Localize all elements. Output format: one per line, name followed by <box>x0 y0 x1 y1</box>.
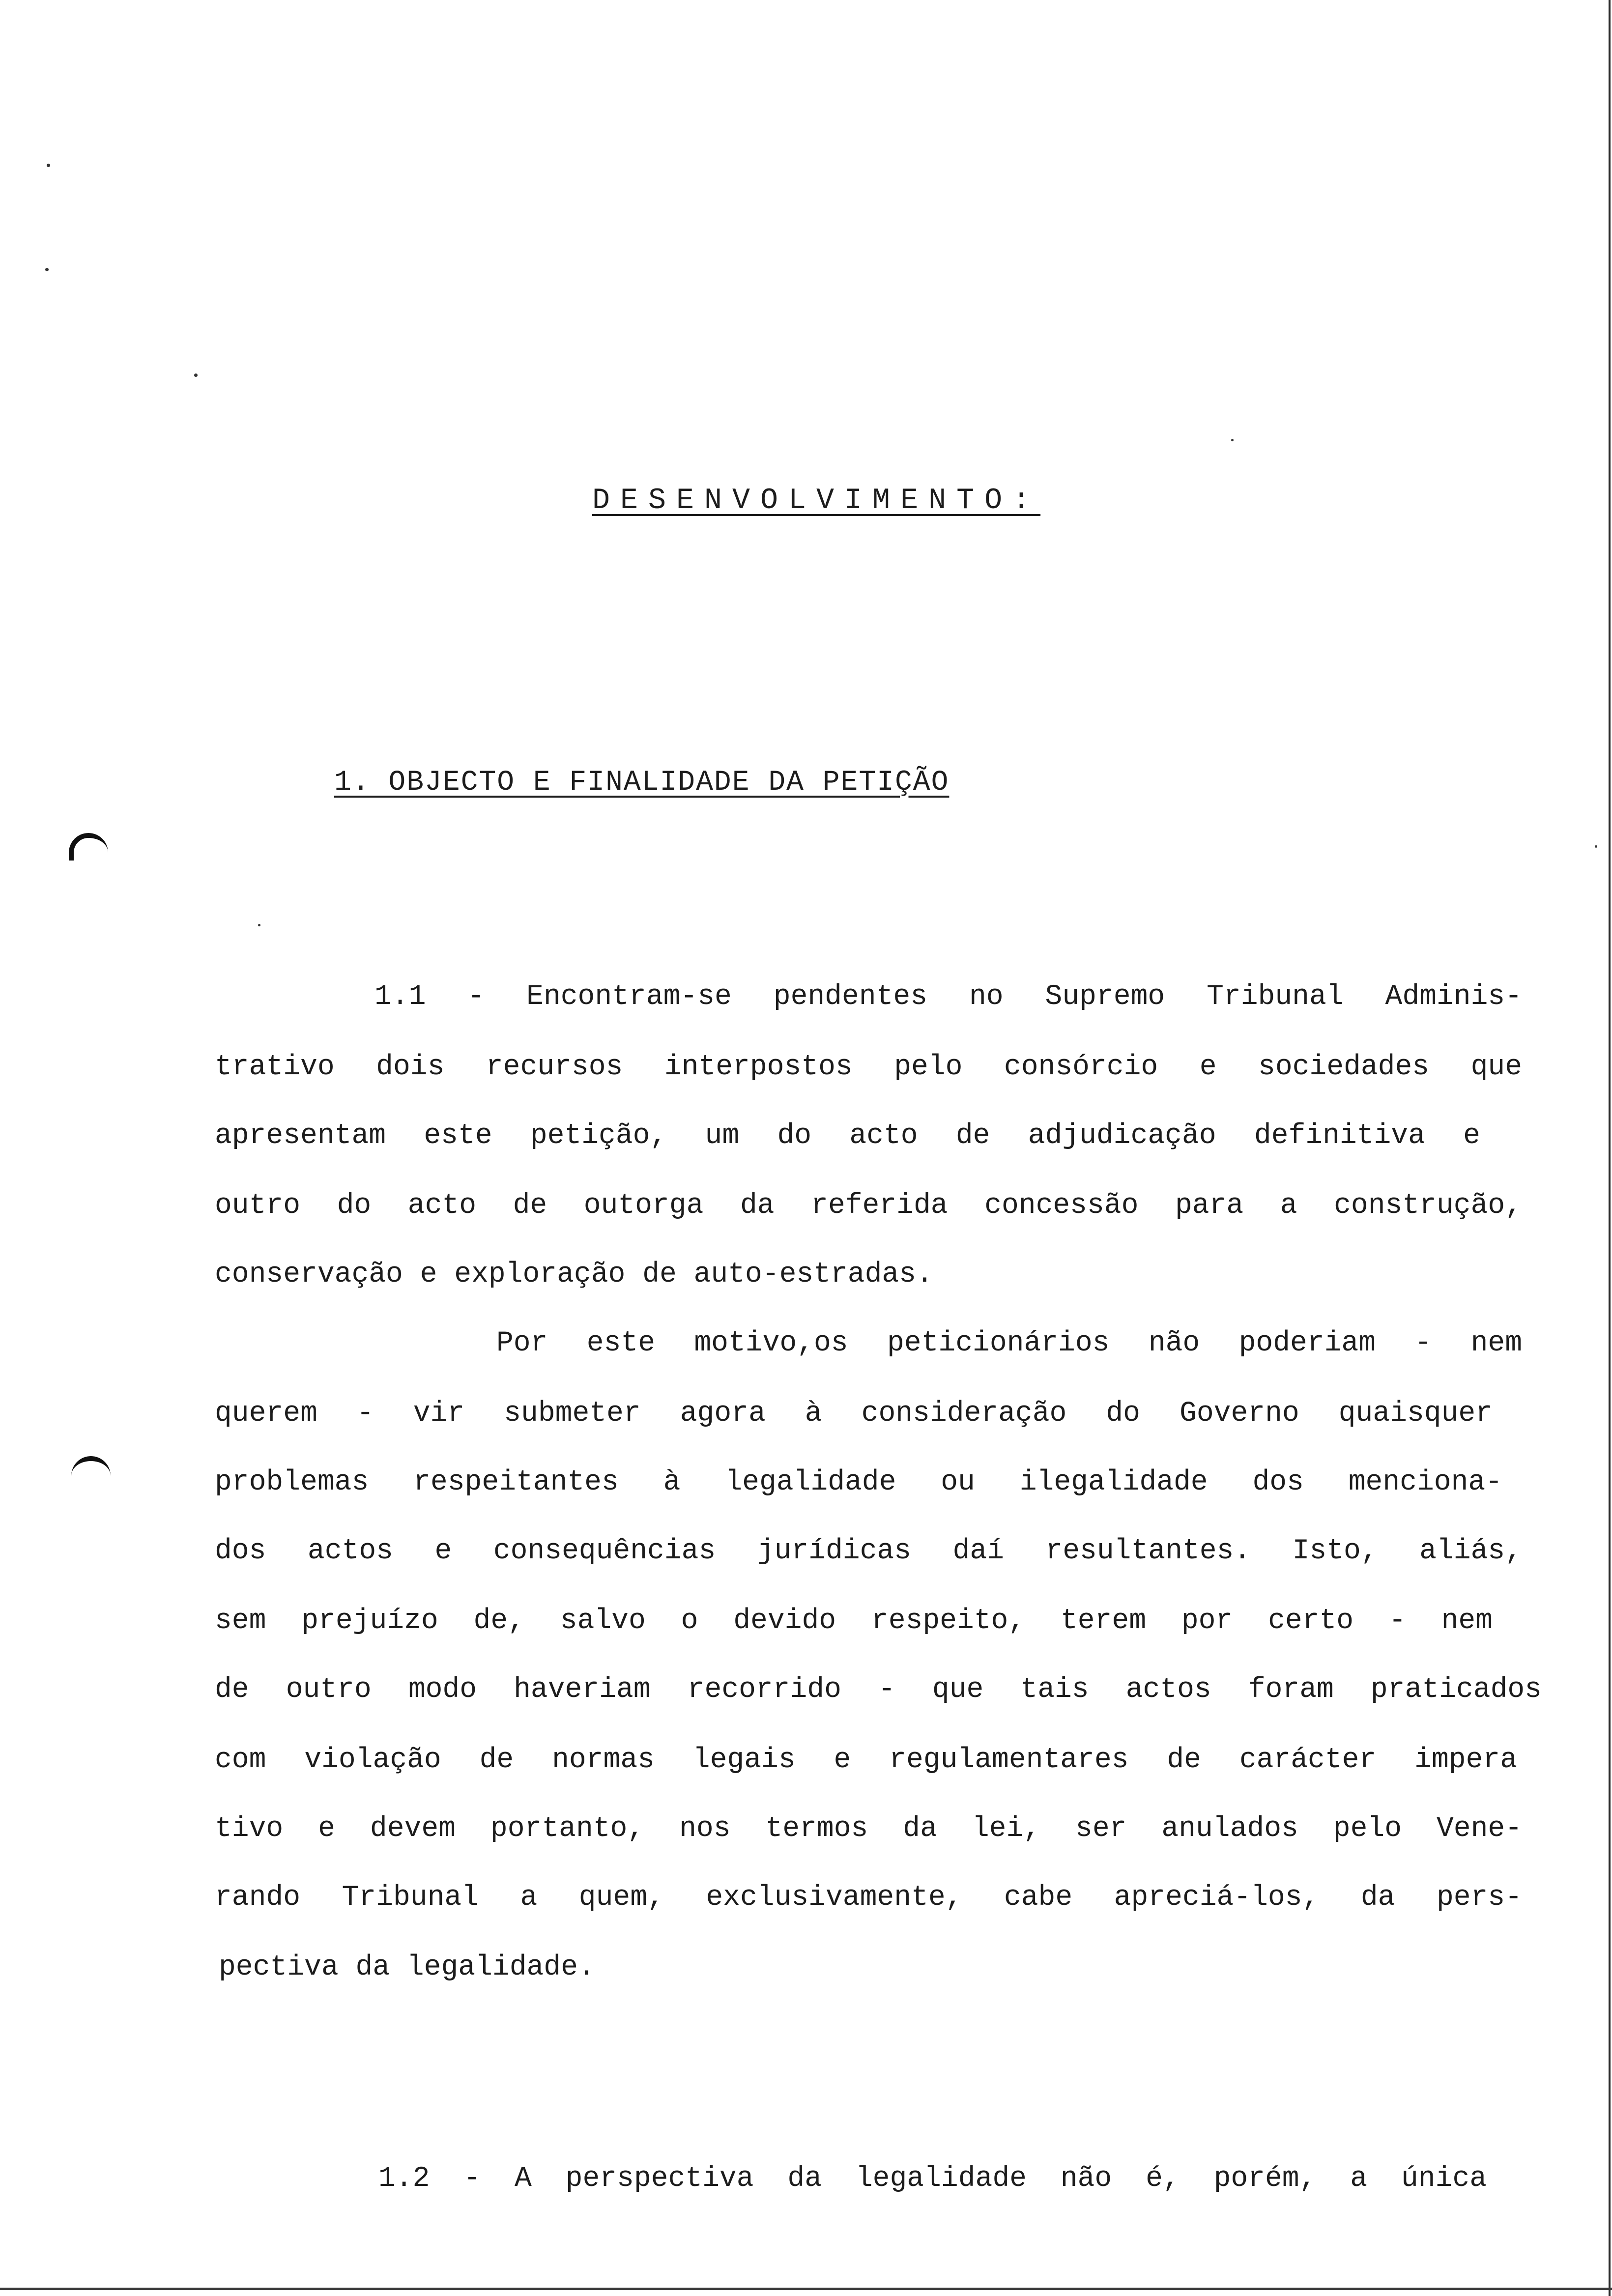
document-title <box>592 484 1040 517</box>
body-line: sem prejuízo de, salvo o devido respeito, terem por certo - nem <box>215 1605 1493 1637</box>
body-line: trativo dois recursos interpostos pelo consórcio e sociedades que <box>215 1051 1522 1083</box>
body-line: com violação de normas legais e regulamentares de carácter impera <box>215 1744 1517 1776</box>
scan-speck <box>194 373 198 377</box>
punch-hole-mark <box>71 1456 111 1484</box>
scan-speck <box>258 924 260 926</box>
body-line: de outro modo haveriam recorrido - que tais actos foram praticados <box>215 1674 1542 1706</box>
body-line: Por este motivo,os peticionários não poderiam - nem <box>496 1327 1522 1359</box>
body-line: problemas respeitantes à legalidade ou ilegalidade dos menciona- <box>215 1466 1502 1498</box>
body-line: querem - vir submeter agora à consideração do Governo quaisquer <box>215 1398 1493 1430</box>
body-line: tivo e devem portanto, nos termos da lei, ser anulados pelo Vene- <box>215 1813 1522 1845</box>
scan-speck <box>45 268 49 271</box>
body-line: pectiva da legalidade. <box>219 1952 595 1983</box>
body-line: apresentam este petição, um do acto de adjudicação definitiva e <box>215 1120 1480 1152</box>
scan-speck <box>1595 845 1597 848</box>
body-line: 1.2 - A perspectiva da legalidade não é, porém, a única <box>378 2163 1487 2195</box>
document-title-text: DESENVOLVIMENTO: <box>592 484 1041 517</box>
body-line: dos actos e consequências jurídicas daí resultantes. Isto, aliás, <box>215 1535 1522 1567</box>
body-line: 1.1 - Encontram-se pendentes no Supremo Tribunal Adminis- <box>374 981 1522 1013</box>
section-heading: 1. OBJECTO E FINALIDADE DA PETIÇÃO <box>334 767 950 799</box>
punch-hole-mark <box>69 833 108 861</box>
body-line: outro do acto de outorga da referida concessão para a construção, <box>215 1190 1522 1222</box>
scan-speck <box>1231 439 1234 441</box>
body-line: conservação e exploração de auto-estradas. <box>215 1259 933 1291</box>
body-line: rando Tribunal a quem, exclusivamente, cabe apreciá-los, da pers- <box>215 1882 1522 1914</box>
page-bottom-edge <box>0 2288 1612 2290</box>
page-right-edge <box>1609 0 1611 2296</box>
scan-speck <box>47 164 50 167</box>
